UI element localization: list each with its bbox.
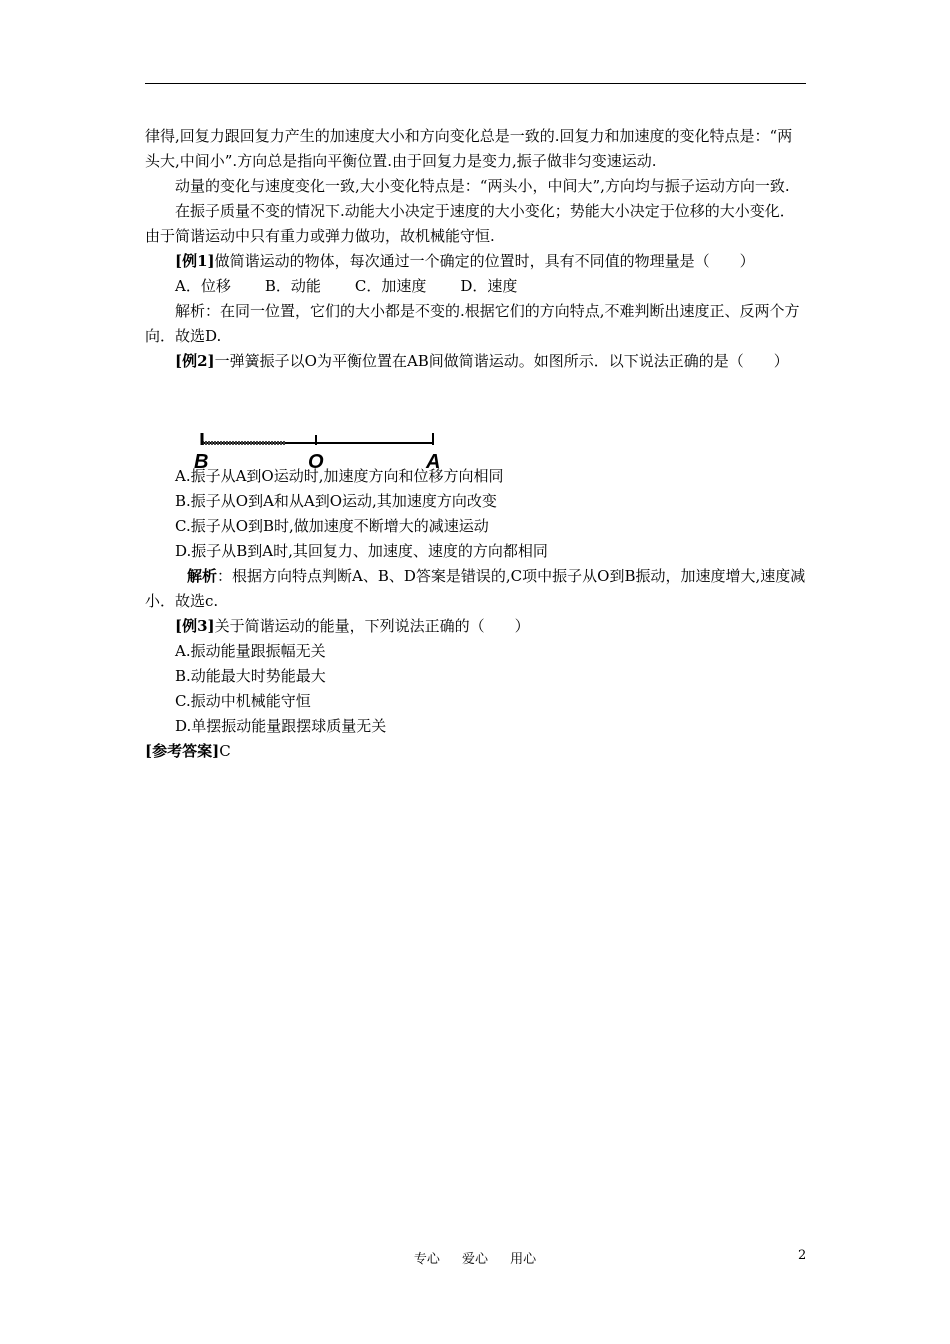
- example-3-option-b: B.动能最大时势能最大: [175, 667, 326, 685]
- choice-b: B．动能: [264, 277, 321, 295]
- example-3-option-c: C.振动中机械能守恒: [175, 692, 311, 710]
- example-3-tag: [例3]: [175, 617, 215, 635]
- example-2-option-b: B.振子从O到A和从A到O运动,其加速度方向改变: [175, 492, 497, 510]
- footer-motto: [0, 1248, 950, 1267]
- label-a: A: [426, 451, 441, 469]
- choice-d: D．速度: [460, 277, 518, 295]
- example-1-analysis: 解析：在同一位置，它们的大小都是不变的.根据它们的方向特点,不难判断出速度正、反两个方向．故选D.: [145, 302, 800, 345]
- example-3-option-d: D.单摆振动能量跟摆球质量无关: [175, 717, 387, 735]
- example-2-analysis: [145, 564, 807, 614]
- example-2-question: [145, 349, 807, 374]
- label-o: O: [308, 451, 324, 469]
- choice-c: C．加速度: [354, 277, 427, 295]
- example-1-tag: [例1]: [175, 252, 215, 270]
- paragraph-restoring-force: 律得,回复力跟回复力产生的加速度大小和方向变化总是一致的.回复力和加速度的变化特点是：“两头大,中间小”.方向总是指向平衡位置.由于回复力是变力,振子做非匀变速运动.: [145, 127, 793, 170]
- example-1-choices: [145, 274, 807, 299]
- example-2-analysis-text: ：根据方向特点判断A、B、D答案是错误的,C项中振子从O到B振动，加速度增大,速度减小．故选c.: [145, 567, 806, 610]
- paragraph-energy: 在振子质量不变的情况下.动能大小决定于速度的大小变化；势能大小决定于位移的大小变化．由于简谐运动中只有重力或弹力做功，故机械能守恒.: [145, 202, 795, 245]
- paragraph-momentum: 动量的变化与速度变化一致,大小变化特点是：“两头小，中间大”,方向均与振子运动方向一致.: [175, 177, 790, 195]
- choice-a: A．位移: [175, 277, 231, 295]
- page-number: 2: [798, 1248, 807, 1263]
- reference-answer-label: [参考答案]: [145, 742, 220, 760]
- example-3-question: [145, 614, 807, 639]
- example-2-analysis-label: 解析: [187, 567, 218, 585]
- example-2-text: 一弹簧振子以O为平衡位置在AB间做简谐运动。如图所示．以下说法正确的是（ ）: [214, 352, 789, 370]
- footer-word-2: 爱心: [461, 1252, 488, 1267]
- footer-word-1: 专心: [413, 1252, 440, 1267]
- example-1-question: [145, 249, 807, 274]
- reference-answer: [145, 739, 807, 764]
- reference-answer-value: C: [219, 742, 231, 760]
- example-1-text: 做简谐运动的物体，每次通过一个确定的位置时，具有不同值的物理量是（ ）: [214, 252, 755, 270]
- header-rule: [145, 83, 806, 84]
- example-2-option-a: A.振子从A到O运动时,加速度方向和位移方向相同: [175, 467, 504, 485]
- example-2-tag: [例2]: [175, 352, 215, 370]
- example-3-text: 关于简谐运动的能量，下列说法正确的（ ）: [214, 617, 530, 635]
- oscillator-diagram: [190, 419, 450, 469]
- page-content: [145, 124, 807, 764]
- example-3-option-a: A.振动能量跟振幅无关: [175, 642, 326, 660]
- footer-word-3: 用心: [510, 1252, 537, 1267]
- oscillator-figure: [145, 374, 807, 469]
- label-b: B: [194, 451, 209, 469]
- example-2-option-c: C.振子从O到B时,做加速度不断增大的减速运动: [175, 517, 489, 535]
- example-2-option-d: D.振子从B到A时,其回复力、加速度、速度的方向都相同: [175, 542, 548, 560]
